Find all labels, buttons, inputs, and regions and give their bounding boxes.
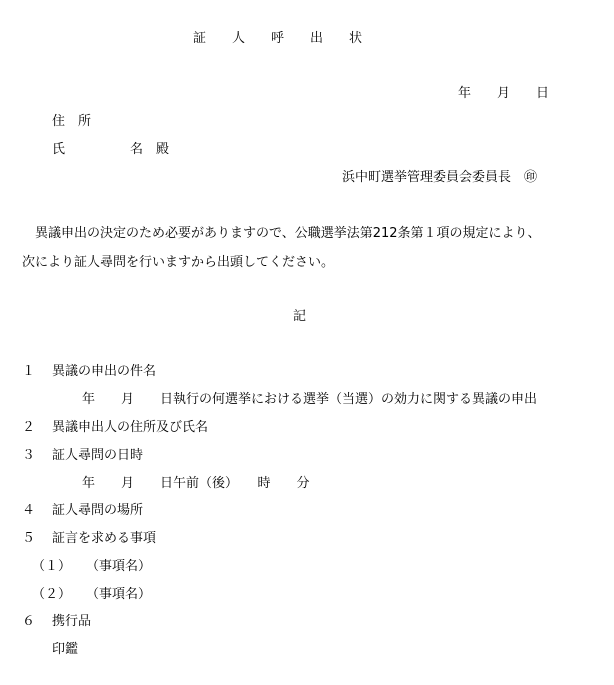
item-label: 携行品 [52,614,92,629]
item-number: ３ [22,448,36,463]
issuer: 浜中町選挙管理委員会委員長 ㊞ [342,170,538,185]
body-line-2: 次により証人尋問を行いますから出頭してください。 [22,255,335,270]
item-label: 証人尋問の場所 [52,503,144,518]
item-number: ５ [22,531,36,546]
item1-detail: 年 月 日執行の何選挙における選挙（当選）の効力に関する異議の申出 [82,392,538,407]
item-label: 異議の申出の件名 [52,364,157,379]
body-line-1: 異議申出の決定のため必要がありますので、公職選挙法第212条第１項の規定により、 [22,226,541,241]
date-line: 年 月 日 [458,86,550,101]
item-label: 証言を求める事項 [52,531,157,546]
item6-detail: 印鑑 [52,642,79,657]
item-number: １ [22,364,36,379]
sub-item-number: （１） [32,559,72,574]
sub-item-text: （事項名） [86,559,152,574]
address-label: 住 所 [52,114,92,129]
item-number: ４ [22,503,36,518]
sub-item-text: （事項名） [86,587,152,602]
sub-item-number: （２） [32,587,72,602]
item-label: 証人尋問の日時 [52,448,144,463]
item3-detail: 年 月 日午前（後） 時 分 [82,476,310,491]
item-number: ６ [22,614,36,629]
name-label: 氏 名 殿 [52,142,170,157]
item-label: 異議申出人の住所及び氏名 [52,420,209,435]
item-number: ２ [22,420,36,435]
document-title: 証 人 呼 出 状 [193,31,363,46]
note-heading: 記 [293,309,307,324]
